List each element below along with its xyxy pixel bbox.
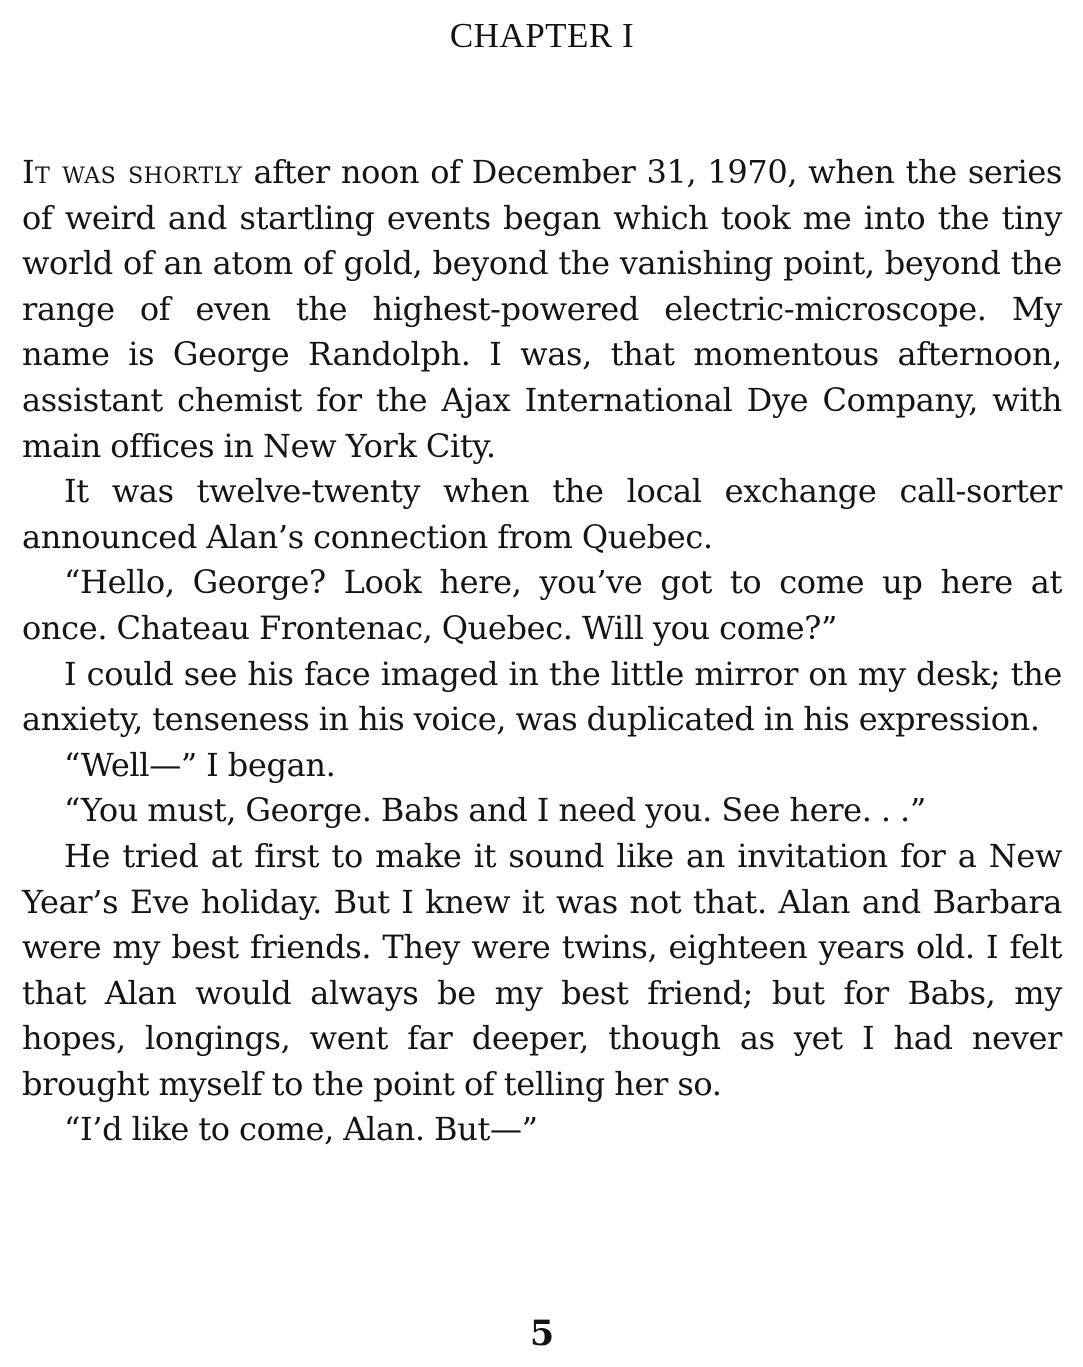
- paragraph-6: “You must, George. Babs and I need you. See here. . .”: [64, 791, 926, 830]
- paragraph-8: “I’d like to come, Alan. But—”: [64, 1110, 538, 1149]
- paragraph-5: “Well—” I began.: [64, 745, 336, 784]
- paragraph-2: It was twelve-twenty when the local exchange call-sorter announced Alan’s connection from Quebec.: [22, 472, 1062, 556]
- paragraph-7: He tried at first to make it sound like an invitation for a New Year’s Eve holiday. But I knew it was not that. Alan and Barbara were my best friends. They were twins, eighteen years old. I felt that Alan would always be my best friend; but for Babs, my hopes, longings, went far deeper, though as yet I had never brought myself to the point of telling her so.: [22, 836, 1062, 1103]
- paragraph-4: I could see his face imaged in the little mirror on my desk; the anxiety, tenseness in his voice, was duplicated in his expression.: [22, 654, 1062, 739]
- opening-small-caps: It was shortly: [22, 153, 243, 191]
- paragraph-3: “Hello, George? Look here, you’ve got to come up here at once. Chateau Frontenac, Quebec. Will you come?”: [22, 563, 1062, 647]
- paragraph-1: [22, 150, 1062, 469]
- paragraph-1-text: after noon of December 31, 1970, when the series of weird and startling events began which took me into the tiny world of an atom of gold, beyond the vanishing point, beyond the range of even the highest-powered electric-microscope. My name is George Randolph. I was, that momentous afternoon, assistant chemist for the Ajax International Dye Company, with main offices in New York City.: [22, 153, 1062, 465]
- chapter-title: CHAPTER I: [449, 16, 635, 55]
- page-number: 5: [529, 1313, 555, 1354]
- chapter-body: [22, 150, 1062, 1153]
- book-page: [22, 0, 1062, 1367]
